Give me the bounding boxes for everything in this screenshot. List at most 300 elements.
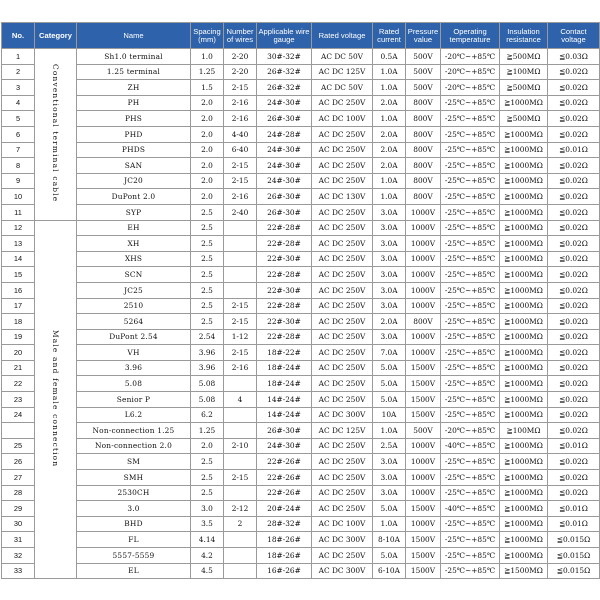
cell-contact: ≦0.02Ω xyxy=(548,298,600,314)
cell-spacing: 4.14 xyxy=(191,532,224,548)
cell-gauge: 22#-26# xyxy=(257,485,312,501)
cell-gauge: 22#-28# xyxy=(257,267,312,283)
cell-current: 6-10A xyxy=(373,563,406,579)
cell-wires xyxy=(224,236,257,252)
cell-pressure: 500V xyxy=(406,49,441,65)
cell-voltage: AC DC 250V xyxy=(312,345,373,361)
cell-temperature: -25℃~+85℃ xyxy=(441,516,500,532)
cell-gauge: 14#-24# xyxy=(257,392,312,408)
cell-pressure: 1500V xyxy=(406,563,441,579)
cell-contact: ≦0.02Ω xyxy=(548,407,600,423)
cell-current: 1.0A xyxy=(373,516,406,532)
cell-wires xyxy=(224,563,257,579)
cell-spacing: 2.54 xyxy=(191,329,224,345)
cell-name: Sh1.0 terminal xyxy=(77,49,191,65)
cell-wires: 4-40 xyxy=(224,126,257,142)
cell-current: 3.0A xyxy=(373,204,406,220)
table-row xyxy=(2,95,600,111)
table-row xyxy=(2,80,600,96)
cell-no: 3 xyxy=(2,80,35,96)
cell-name: Senior P xyxy=(77,392,191,408)
cell-contact: ≦0.01Ω xyxy=(548,142,600,158)
cell-insulation: ≧1000MΩ xyxy=(500,345,548,361)
cell-spacing: 3.96 xyxy=(191,360,224,376)
cell-no: 4 xyxy=(2,95,35,111)
cell-temperature: -25℃~+85℃ xyxy=(441,236,500,252)
cell-name: SCN xyxy=(77,267,191,283)
header-gauge: Applicable wire gauge xyxy=(257,23,312,49)
cell-wires: 4 xyxy=(224,392,257,408)
cell-name: PHD xyxy=(77,126,191,142)
cell-insulation: ≧1000MΩ xyxy=(500,470,548,486)
cell-contact: ≦0.03Ω xyxy=(548,49,600,65)
table-row xyxy=(2,470,600,486)
cell-insulation: ≧1000MΩ xyxy=(500,173,548,189)
cell-pressure: 1500V xyxy=(406,532,441,548)
cell-wires: 2 xyxy=(224,516,257,532)
cell-gauge: 26#-30# xyxy=(257,111,312,127)
cell-spacing: 6.2 xyxy=(191,407,224,423)
cell-name: DuPont 2.0 xyxy=(77,189,191,205)
cell-no: 28 xyxy=(2,485,35,501)
header-category: Category xyxy=(35,23,77,49)
cell-gauge: 24#-30# xyxy=(257,142,312,158)
cell-gauge: 22#-28# xyxy=(257,220,312,236)
cell-gauge: 16#-26# xyxy=(257,563,312,579)
cell-name: XHS xyxy=(77,251,191,267)
cell-spacing: 2.0 xyxy=(191,142,224,158)
cell-voltage: AC DC 250V xyxy=(312,236,373,252)
cell-no: 10 xyxy=(2,189,35,205)
cell-insulation: ≧1000MΩ xyxy=(500,392,548,408)
cell-no: 8 xyxy=(2,158,35,174)
cell-wires: 2-40 xyxy=(224,204,257,220)
cell-current: 3.0A xyxy=(373,282,406,298)
table-row xyxy=(2,407,600,423)
cell-no: 26 xyxy=(2,454,35,470)
cell-spacing: 3.96 xyxy=(191,345,224,361)
table-row xyxy=(2,204,600,220)
cell-gauge: 22#-30# xyxy=(257,251,312,267)
cell-temperature: -25℃~+85℃ xyxy=(441,470,500,486)
header-contact: Contact voltage xyxy=(548,23,600,49)
cell-no: 5 xyxy=(2,111,35,127)
cell-current: 5.0A xyxy=(373,501,406,517)
table-row xyxy=(2,329,600,345)
cell-name: PHDS xyxy=(77,142,191,158)
cell-contact: ≦0.02Ω xyxy=(548,80,600,96)
category-label: Male and female connection xyxy=(51,330,61,468)
cell-wires xyxy=(224,267,257,283)
cell-wires: 2-16 xyxy=(224,95,257,111)
cell-current: 2.0A xyxy=(373,142,406,158)
cell-name: SM xyxy=(77,454,191,470)
cell-pressure: 1500V xyxy=(406,392,441,408)
cell-contact: ≦0.02Ω xyxy=(548,423,600,439)
table-row xyxy=(2,220,600,236)
cell-contact: ≦0.02Ω xyxy=(548,329,600,345)
cell-insulation: ≧1000MΩ xyxy=(500,267,548,283)
cell-wires xyxy=(224,282,257,298)
cell-contact: ≦0.02Ω xyxy=(548,360,600,376)
header-insulation: Insulation resistance xyxy=(500,23,548,49)
cell-name: ZH xyxy=(77,80,191,96)
cell-no: 23 xyxy=(2,392,35,408)
cell-voltage: AC DC 250V xyxy=(312,158,373,174)
cell-name: Non-connection 2.0 xyxy=(77,438,191,454)
cell-spacing: 2.0 xyxy=(191,438,224,454)
cell-voltage: AC DC 125V xyxy=(312,423,373,439)
cell-voltage: AC DC 100V xyxy=(312,111,373,127)
cell-pressure: 1500V xyxy=(406,376,441,392)
cell-voltage: AC DC 250V xyxy=(312,204,373,220)
cell-spacing: 4.5 xyxy=(191,563,224,579)
cell-gauge: 24#-28# xyxy=(257,126,312,142)
cell-gauge: 18#-26# xyxy=(257,532,312,548)
table-row xyxy=(2,267,600,283)
cell-current: 2.5A xyxy=(373,438,406,454)
header-temperature: Operating temperature xyxy=(441,23,500,49)
cell-no: 16 xyxy=(2,282,35,298)
cell-voltage: AC DC 250V xyxy=(312,501,373,517)
cell-spacing: 2.0 xyxy=(191,173,224,189)
cell-contact: ≦0.015Ω xyxy=(548,563,600,579)
cell-insulation: ≧1000MΩ xyxy=(500,282,548,298)
cell-contact: ≦0.02Ω xyxy=(548,392,600,408)
cell-no: 20 xyxy=(2,345,35,361)
cell-insulation: ≧1000MΩ xyxy=(500,485,548,501)
cell-voltage: AC DC 250V xyxy=(312,360,373,376)
cell-spacing: 3.0 xyxy=(191,501,224,517)
cell-no: 22 xyxy=(2,376,35,392)
cell-temperature: -25℃~+85℃ xyxy=(441,485,500,501)
cell-insulation: ≧1000MΩ xyxy=(500,548,548,564)
cell-wires xyxy=(224,548,257,564)
cell-name: 2530CH xyxy=(77,485,191,501)
table-row xyxy=(2,189,600,205)
cell-wires: 2-20 xyxy=(224,64,257,80)
cell-gauge: 22#-26# xyxy=(257,470,312,486)
table-row xyxy=(2,392,600,408)
header-name: Name xyxy=(77,23,191,49)
cell-current: 5.0A xyxy=(373,392,406,408)
cell-spacing: 2.5 xyxy=(191,454,224,470)
cell-contact: ≦0.01Ω xyxy=(548,438,600,454)
cell-spacing: 3.5 xyxy=(191,516,224,532)
cell-gauge: 30#-32# xyxy=(257,49,312,65)
cell-pressure: 1000V xyxy=(406,454,441,470)
cell-insulation: ≧1000MΩ xyxy=(500,251,548,267)
cell-no: 33 xyxy=(2,563,35,579)
cell-current: 1.0A xyxy=(373,64,406,80)
cell-insulation: ≧1000MΩ xyxy=(500,314,548,330)
table-row xyxy=(2,142,600,158)
cell-wires: 2-15 xyxy=(224,314,257,330)
cell-voltage: AC DC 100V xyxy=(312,516,373,532)
cell-current: 3.0A xyxy=(373,236,406,252)
cell-gauge: 24#-30# xyxy=(257,95,312,111)
table-row xyxy=(2,158,600,174)
cell-contact: ≦0.01Ω xyxy=(548,516,600,532)
cell-gauge: 22#-30# xyxy=(257,282,312,298)
cell-temperature: -25℃~+85℃ xyxy=(441,454,500,470)
cell-wires: 2-15 xyxy=(224,173,257,189)
cell-current: 0.5A xyxy=(373,49,406,65)
cell-insulation: ≧1000MΩ xyxy=(500,516,548,532)
table-row xyxy=(2,173,600,189)
cell-no: 1 xyxy=(2,49,35,65)
cell-spacing: 1.25 xyxy=(191,423,224,439)
cell-temperature: -20℃~+85℃ xyxy=(441,80,500,96)
cell-temperature: -25℃~+85℃ xyxy=(441,282,500,298)
cell-contact: ≦0.02Ω xyxy=(548,314,600,330)
cell-name: VH xyxy=(77,345,191,361)
cell-insulation: ≧1000MΩ xyxy=(500,158,548,174)
cell-pressure: 1000V xyxy=(406,267,441,283)
cell-temperature: -40℃~+85℃ xyxy=(441,438,500,454)
cell-voltage: AC DC 250V xyxy=(312,173,373,189)
cell-name: JC20 xyxy=(77,173,191,189)
cell-wires: 2-15 xyxy=(224,298,257,314)
cell-name: SAN xyxy=(77,158,191,174)
cell-temperature: -25℃~+85℃ xyxy=(441,173,500,189)
cell-gauge: 22#-28# xyxy=(257,236,312,252)
cell-wires xyxy=(224,485,257,501)
cell-insulation: ≧1500MΩ xyxy=(500,563,548,579)
table-row xyxy=(2,236,600,252)
header-voltage: Rated voltage xyxy=(312,23,373,49)
cell-pressure: 800V xyxy=(406,173,441,189)
cell-pressure: 1500V xyxy=(406,360,441,376)
cell-spacing: 2.0 xyxy=(191,189,224,205)
cell-temperature: -25℃~+85℃ xyxy=(441,126,500,142)
table-row xyxy=(2,501,600,517)
cell-insulation: ≧1000MΩ xyxy=(500,142,548,158)
table-row xyxy=(2,251,600,267)
cell-pressure: 1000V xyxy=(406,329,441,345)
cell-voltage: AC DC 250V xyxy=(312,392,373,408)
cell-gauge: 22#-30# xyxy=(257,314,312,330)
cell-name: 5557-5559 xyxy=(77,548,191,564)
cell-no: 25 xyxy=(2,438,35,454)
header-current: Rated current xyxy=(373,23,406,49)
table-row xyxy=(2,548,600,564)
cell-wires: 2-15 xyxy=(224,345,257,361)
category-label: Conventional terminal cable xyxy=(51,64,61,203)
cell-spacing: 2.5 xyxy=(191,204,224,220)
cell-temperature: -25℃~+85℃ xyxy=(441,407,500,423)
cell-wires xyxy=(224,407,257,423)
cell-pressure: 800V xyxy=(406,95,441,111)
cell-contact: ≦0.02Ω xyxy=(548,470,600,486)
cell-insulation: ≧1000MΩ xyxy=(500,189,548,205)
table-row xyxy=(2,282,600,298)
cell-no: 12 xyxy=(2,220,35,236)
cell-temperature: -25℃~+85℃ xyxy=(441,95,500,111)
cell-pressure: 800V xyxy=(406,314,441,330)
table-row xyxy=(2,49,600,65)
cell-voltage: AC DC 250V xyxy=(312,142,373,158)
cell-pressure: 1500V xyxy=(406,501,441,517)
cell-wires: 6-40 xyxy=(224,142,257,158)
cell-name: XH xyxy=(77,236,191,252)
cell-current: 2.0A xyxy=(373,126,406,142)
cell-temperature: -25℃~+85℃ xyxy=(441,548,500,564)
cell-temperature: -25℃~+85℃ xyxy=(441,189,500,205)
cell-wires: 2-15 xyxy=(224,470,257,486)
cell-no: 27 xyxy=(2,470,35,486)
cell-name: FL xyxy=(77,532,191,548)
cell-temperature: -25℃~+85℃ xyxy=(441,392,500,408)
cell-current: 3.0A xyxy=(373,220,406,236)
table-row xyxy=(2,298,600,314)
cell-name: PH xyxy=(77,95,191,111)
cell-voltage: AC DC 250V xyxy=(312,314,373,330)
cell-voltage: AC DC 125V xyxy=(312,64,373,80)
cell-spacing: 2.5 xyxy=(191,470,224,486)
cell-voltage: AC DC 250V xyxy=(312,251,373,267)
cell-wires: 2-20 xyxy=(224,49,257,65)
cell-temperature: -25℃~+85℃ xyxy=(441,532,500,548)
cell-voltage: AC DC 50V xyxy=(312,80,373,96)
cell-insulation: ≧500MΩ xyxy=(500,49,548,65)
cell-pressure: 1500V xyxy=(406,548,441,564)
cell-no: 15 xyxy=(2,267,35,283)
cell-pressure: 800V xyxy=(406,158,441,174)
header-row xyxy=(2,23,600,49)
cell-gauge: 24#-30# xyxy=(257,173,312,189)
cell-no: 2 xyxy=(2,64,35,80)
cell-current: 7.0A xyxy=(373,345,406,361)
header-spacing: Spacing (mm) xyxy=(191,23,224,49)
cell-no: 30 xyxy=(2,516,35,532)
cell-gauge: 18#-24# xyxy=(257,376,312,392)
cell-pressure: 1000V xyxy=(406,251,441,267)
cell-name: EL xyxy=(77,563,191,579)
cell-pressure: 1000V xyxy=(406,516,441,532)
cell-insulation: ≧1000MΩ xyxy=(500,360,548,376)
cell-pressure: 1000V xyxy=(406,220,441,236)
cell-contact: ≦0.02Ω xyxy=(548,158,600,174)
cell-no: 29 xyxy=(2,501,35,517)
cell-voltage: AC DC 130V xyxy=(312,189,373,205)
cell-wires: 1-12 xyxy=(224,329,257,345)
table-row xyxy=(2,532,600,548)
cell-wires xyxy=(224,376,257,392)
cell-temperature: -20℃~+85℃ xyxy=(441,423,500,439)
cell-temperature: -25℃~+85℃ xyxy=(441,158,500,174)
cell-current: 1.0A xyxy=(373,423,406,439)
category-conventional xyxy=(35,49,77,221)
cell-gauge: 22#-26# xyxy=(257,454,312,470)
cell-no: 9 xyxy=(2,173,35,189)
table-row xyxy=(2,563,600,579)
cell-spacing: 2.5 xyxy=(191,298,224,314)
cell-contact: ≦0.02Ω xyxy=(548,376,600,392)
cell-spacing: 2.0 xyxy=(191,158,224,174)
cell-temperature: -25℃~+85℃ xyxy=(441,314,500,330)
cell-contact: ≦0.02Ω xyxy=(548,220,600,236)
cell-voltage: AC DC 250V xyxy=(312,470,373,486)
cell-temperature: -25℃~+85℃ xyxy=(441,111,500,127)
cell-temperature: -25℃~+85℃ xyxy=(441,220,500,236)
cell-current: 1.0A xyxy=(373,189,406,205)
cell-insulation: ≧1000MΩ xyxy=(500,532,548,548)
cell-name: SMH xyxy=(77,470,191,486)
cell-no xyxy=(2,423,35,439)
cell-no: 6 xyxy=(2,126,35,142)
cell-insulation: ≧1000MΩ xyxy=(500,220,548,236)
cell-voltage: AC DC 250V xyxy=(312,267,373,283)
cell-contact: ≦0.02Ω xyxy=(548,236,600,252)
cell-pressure: 1000V xyxy=(406,470,441,486)
cell-spacing: 2.5 xyxy=(191,282,224,298)
header-wires: Number of wires xyxy=(224,23,257,49)
cell-no: 14 xyxy=(2,251,35,267)
cell-spacing: 2.0 xyxy=(191,95,224,111)
cell-pressure: 800V xyxy=(406,189,441,205)
cell-voltage: AC DC 250V xyxy=(312,126,373,142)
cell-temperature: -20℃~+85℃ xyxy=(441,49,500,65)
cell-name: DuPont 2.54 xyxy=(77,329,191,345)
cell-pressure: 500V xyxy=(406,64,441,80)
cell-voltage: AC DC 250V xyxy=(312,282,373,298)
cell-spacing: 1.0 xyxy=(191,49,224,65)
table-row xyxy=(2,423,600,439)
cell-pressure: 1000V xyxy=(406,438,441,454)
cell-pressure: 800V xyxy=(406,126,441,142)
cell-name: 2510 xyxy=(77,298,191,314)
cell-contact: ≦0.01Ω xyxy=(548,501,600,517)
cell-temperature: -25℃~+85℃ xyxy=(441,142,500,158)
table-row xyxy=(2,126,600,142)
cell-gauge: 28#-32# xyxy=(257,516,312,532)
cell-name: 1.25 terminal xyxy=(77,64,191,80)
cell-temperature: -25℃~+85℃ xyxy=(441,360,500,376)
cell-voltage: AC DC 250V xyxy=(312,376,373,392)
cell-gauge: 24#-30# xyxy=(257,158,312,174)
cell-contact: ≦0.015Ω xyxy=(548,548,600,564)
cell-pressure: 1000V xyxy=(406,485,441,501)
cell-current: 3.0A xyxy=(373,267,406,283)
table-row xyxy=(2,485,600,501)
cell-no: 13 xyxy=(2,236,35,252)
cell-spacing: 5.08 xyxy=(191,392,224,408)
cell-contact: ≦0.02Ω xyxy=(548,111,600,127)
table-row xyxy=(2,111,600,127)
cell-insulation: ≧1000MΩ xyxy=(500,329,548,345)
cell-insulation: ≧1000MΩ xyxy=(500,376,548,392)
cell-contact: ≦0.02Ω xyxy=(548,95,600,111)
cell-gauge: 18#-24# xyxy=(257,360,312,376)
cell-pressure: 1000V xyxy=(406,236,441,252)
cell-name: PHS xyxy=(77,111,191,127)
cell-current: 5.0A xyxy=(373,376,406,392)
cell-contact: ≦0.02Ω xyxy=(548,267,600,283)
cell-wires xyxy=(224,251,257,267)
cell-no: 31 xyxy=(2,532,35,548)
cell-temperature: -25℃~+85℃ xyxy=(441,345,500,361)
cell-current: 3.0A xyxy=(373,485,406,501)
cell-no: 21 xyxy=(2,360,35,376)
cell-insulation: ≧1000MΩ xyxy=(500,126,548,142)
cell-contact: ≦0.02Ω xyxy=(548,64,600,80)
cell-voltage: AC DC 300V xyxy=(312,563,373,579)
cell-pressure: 1000V xyxy=(406,298,441,314)
cell-current: 10A xyxy=(373,407,406,423)
cell-insulation: ≧1000MΩ xyxy=(500,407,548,423)
cell-pressure: 800V xyxy=(406,142,441,158)
